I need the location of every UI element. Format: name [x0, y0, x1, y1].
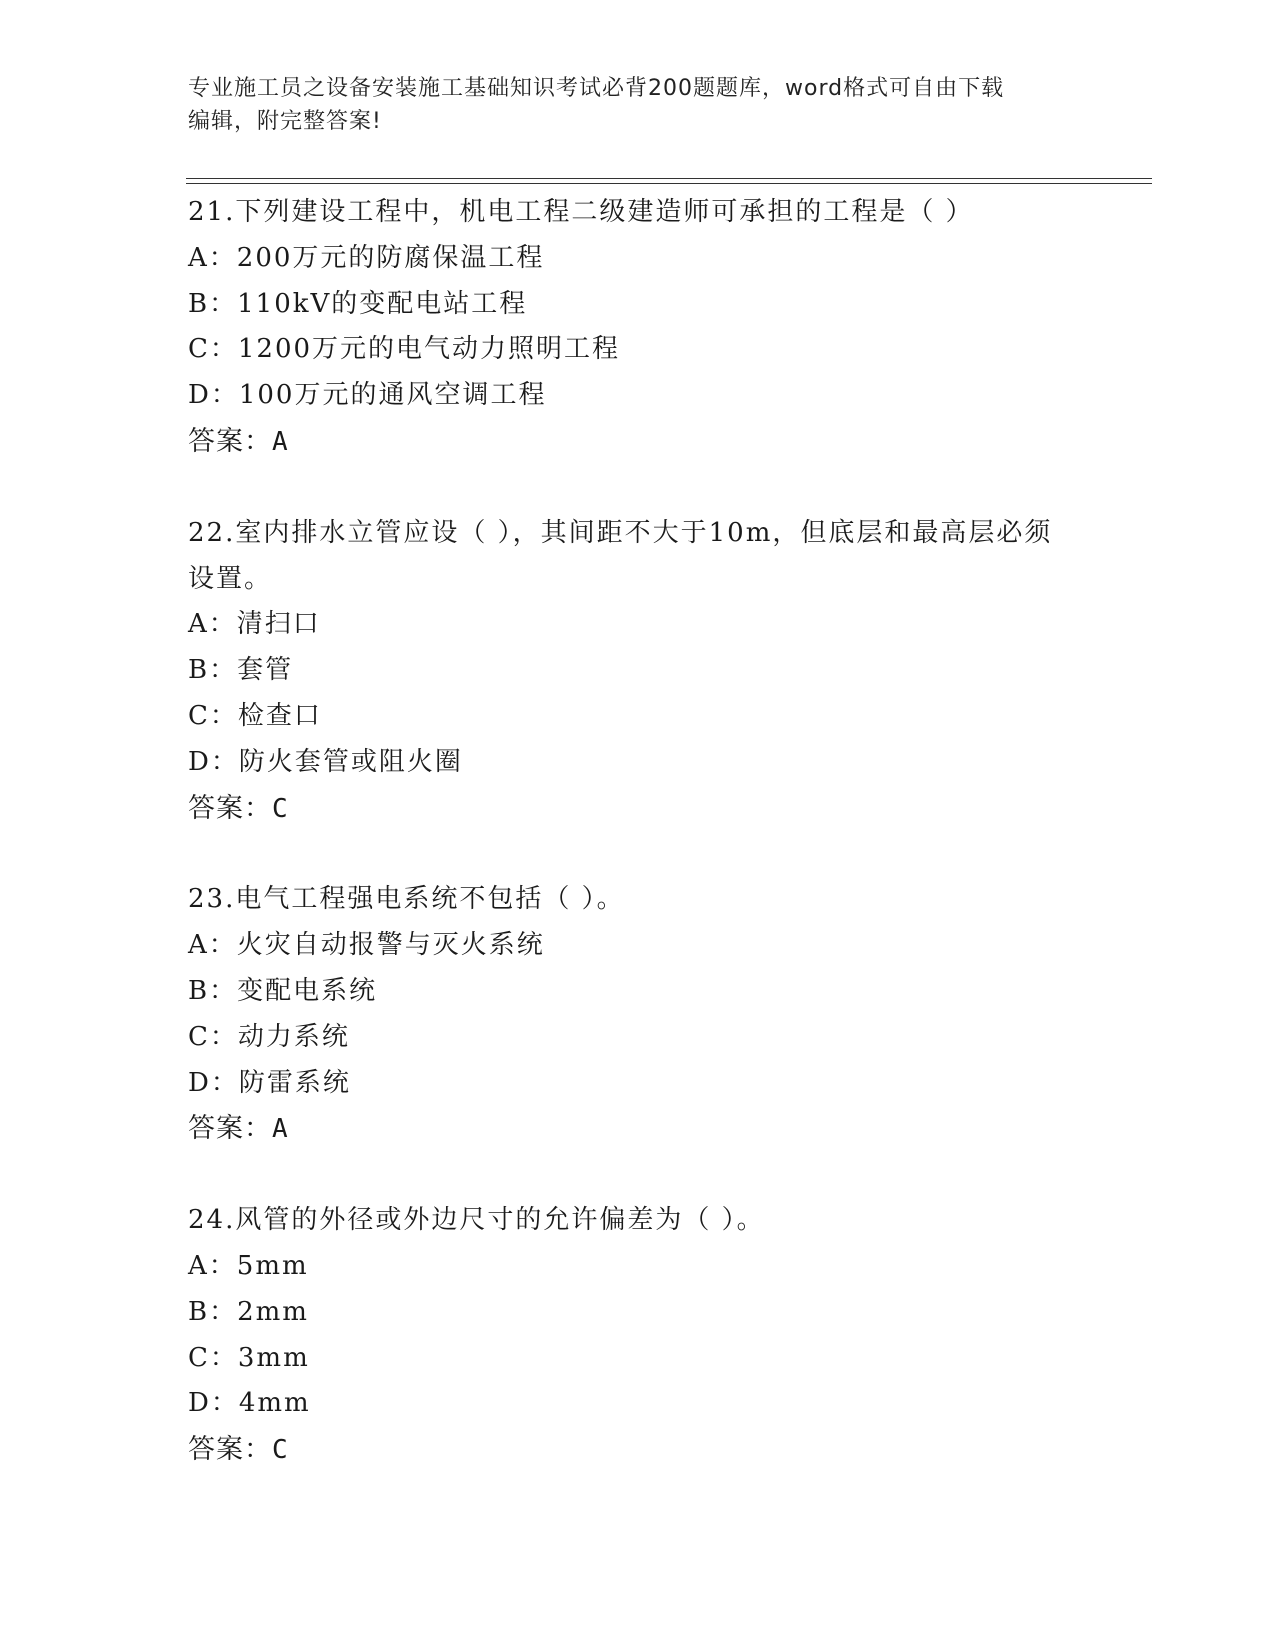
option-a: A：火灾自动报警与灭火系统 [188, 930, 545, 961]
answer-line [188, 419, 1148, 465]
option-b: B：变配电系统 [188, 975, 378, 1006]
option-c: C：1200万元的电气动力照明工程 [188, 334, 621, 365]
question-stem: 23.电气工程强电系统不包括（ ）。 [188, 884, 625, 915]
option-d: D：100万元的通风空调工程 [188, 380, 547, 411]
question-stem: 24.风管的外径或外边尺寸的允许偏差为（ ）。 [188, 1205, 765, 1236]
answer-value: C [272, 1435, 289, 1466]
question-stem: 22.室内排水立管应设（ ），其间距不大于10m，但底层和最高层必须 [188, 517, 1053, 548]
header-divider-top [186, 178, 1152, 179]
question-stem-continued: 设置。 [188, 563, 273, 594]
answer-value: A [272, 426, 289, 457]
question-24 [188, 1198, 1148, 1473]
header-divider-bottom [186, 183, 1152, 184]
option-c: C：检查口 [188, 700, 322, 731]
question-list [188, 190, 1148, 1519]
option-b: B：套管 [188, 655, 294, 686]
answer-line [188, 786, 1148, 832]
option-b: B：110kV的变配电站工程 [188, 288, 528, 319]
question-23 [188, 877, 1148, 1152]
question-21 [188, 190, 1148, 465]
option-d: D：防火套管或阻火圈 [188, 746, 463, 777]
answer-value: A [272, 1114, 289, 1145]
answer-label: 答案： [188, 792, 272, 824]
answer-line [188, 1427, 1148, 1473]
document-title [188, 72, 1088, 138]
option-d: D：防雷系统 [188, 1067, 351, 1098]
title-line-1: 专业施工员之设备安装施工基础知识考试必背200题题库，word格式可自由下载 [188, 76, 1005, 101]
option-a: A：200万元的防腐保温工程 [188, 242, 545, 273]
option-a: A：5mm [188, 1250, 309, 1281]
answer-label: 答案： [188, 1113, 272, 1145]
answer-line [188, 1106, 1148, 1152]
option-b: B：2mm [188, 1296, 309, 1327]
option-d: D：4mm [188, 1388, 311, 1419]
option-c: C：3mm [188, 1342, 310, 1373]
option-a: A：清扫口 [188, 609, 321, 640]
answer-value: C [272, 793, 289, 824]
answer-label: 答案： [188, 1434, 272, 1466]
question-stem: 21.下列建设工程中，机电工程二级建造师可承担的工程是（ ） [188, 197, 974, 227]
title-line-2: 编辑，附完整答案! [188, 109, 382, 134]
question-22 [188, 511, 1148, 832]
option-c: C：动力系统 [188, 1021, 350, 1052]
answer-label: 答案： [188, 425, 272, 457]
